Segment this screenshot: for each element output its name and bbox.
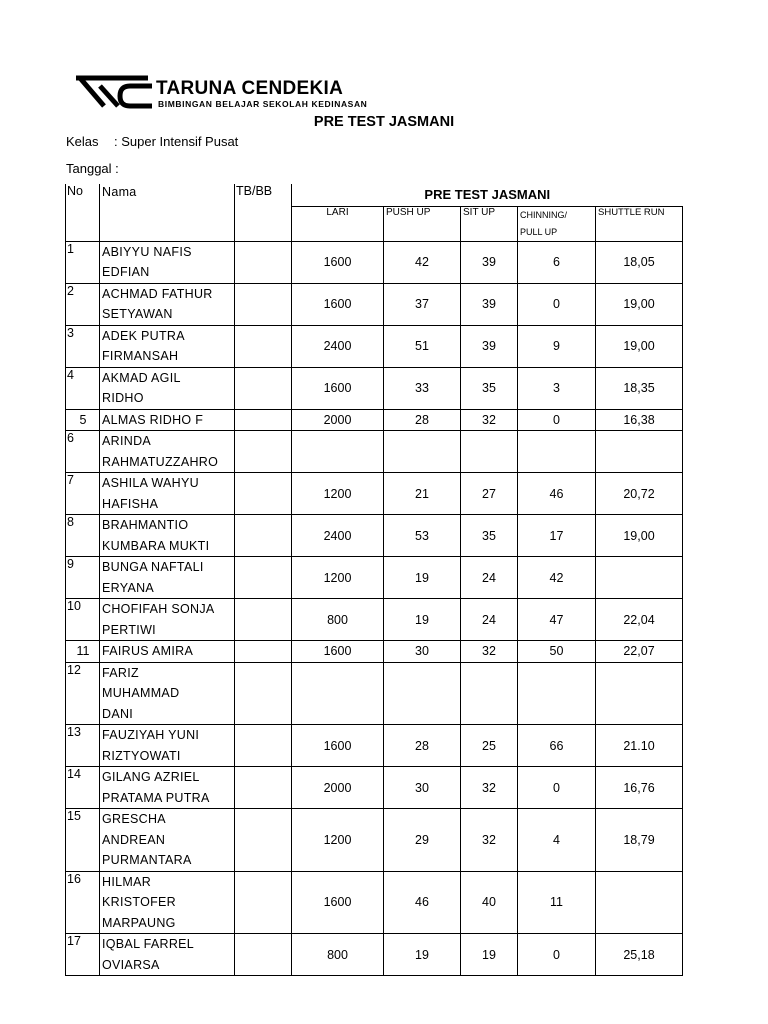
row-number: 5 <box>66 409 100 431</box>
score-lari: 2000 <box>292 409 384 431</box>
row-number: 17 <box>66 934 100 976</box>
score-chinning: 0 <box>518 409 596 431</box>
table-row <box>66 641 683 663</box>
row-number: 6 <box>66 431 100 473</box>
tbbb-cell <box>235 431 292 473</box>
kelas-label: Kelas <box>66 134 99 149</box>
table-row <box>66 809 683 872</box>
table-row <box>66 557 683 599</box>
table-row <box>66 431 683 473</box>
score-sit-up: 27 <box>461 473 518 515</box>
score-shuttle: 16,38 <box>596 409 683 431</box>
score-push-up: 51 <box>384 325 461 367</box>
score-sit-up <box>461 662 518 725</box>
score-lari: 1600 <box>292 871 384 934</box>
table-row <box>66 871 683 934</box>
tbbb-cell <box>235 557 292 599</box>
brand-tagline: BIMBINGAN BELAJAR SEKOLAH KEDINASAN <box>158 99 368 109</box>
score-lari: 800 <box>292 934 384 976</box>
score-shuttle: 19,00 <box>596 515 683 557</box>
score-push-up: 21 <box>384 473 461 515</box>
table-row <box>66 283 683 325</box>
pretest-table <box>65 184 683 976</box>
table-row <box>66 599 683 641</box>
score-push-up: 30 <box>384 641 461 663</box>
header-sit-up: SIT UP <box>461 206 518 241</box>
student-name <box>100 557 235 599</box>
score-lari: 2400 <box>292 515 384 557</box>
table-row <box>66 934 683 976</box>
score-sit-up: 39 <box>461 325 518 367</box>
header-shuttle-run: SHUTTLE RUN <box>596 206 683 241</box>
row-number: 12 <box>66 662 100 725</box>
score-chinning: 9 <box>518 325 596 367</box>
student-name-line: KRISTOFER <box>102 895 177 909</box>
student-name <box>100 662 235 725</box>
brand-name: TARUNA CENDEKIA <box>156 78 344 99</box>
score-push-up: 46 <box>384 871 461 934</box>
student-name-line: AKMAD AGIL <box>102 370 181 385</box>
score-sit-up: 35 <box>461 515 518 557</box>
student-name-line: HILMAR <box>102 874 152 889</box>
student-name <box>100 599 235 641</box>
table-row <box>66 725 683 767</box>
score-shuttle: 18,79 <box>596 809 683 872</box>
score-chinning: 46 <box>518 473 596 515</box>
score-chinning: 0 <box>518 934 596 976</box>
score-shuttle: 21.10 <box>596 725 683 767</box>
student-name-line: ALMAS RIDHO F <box>102 412 204 427</box>
student-name-line: MARPAUNG <box>102 915 176 930</box>
header-row <box>66 184 683 206</box>
student-name-line: ACHMAD FATHUR <box>102 286 213 301</box>
score-chinning: 50 <box>518 641 596 663</box>
score-push-up: 19 <box>384 599 461 641</box>
row-number: 13 <box>66 725 100 767</box>
score-push-up: 37 <box>384 283 461 325</box>
score-push-up: 30 <box>384 767 461 809</box>
tbbb-cell <box>235 241 292 283</box>
student-name-line: PURMANTARA <box>102 853 192 867</box>
tbbb-cell <box>235 409 292 431</box>
student-name-line: FAIRUS AMIRA <box>102 644 194 658</box>
score-sit-up: 32 <box>461 767 518 809</box>
tbbb-cell <box>235 809 292 872</box>
student-name-line: PRATAMA PUTRA <box>102 790 210 805</box>
kelas-line <box>66 134 238 149</box>
student-name-line: RIDHO <box>102 391 144 405</box>
row-number: 7 <box>66 473 100 515</box>
score-push-up: 53 <box>384 515 461 557</box>
tbbb-cell <box>235 283 292 325</box>
student-name-line: ARINDA <box>102 434 152 448</box>
table-row <box>66 409 683 431</box>
score-lari <box>292 431 384 473</box>
score-chinning: 0 <box>518 767 596 809</box>
score-sit-up: 24 <box>461 557 518 599</box>
student-name <box>100 871 235 934</box>
student-name-line: ERYANA <box>102 580 155 595</box>
score-push-up <box>384 662 461 725</box>
student-name-line: BRAHMANTIO <box>102 518 189 532</box>
score-shuttle: 16,76 <box>596 767 683 809</box>
student-name <box>100 283 235 325</box>
score-sit-up: 32 <box>461 409 518 431</box>
tanggal-label: Tanggal : <box>66 161 119 176</box>
student-name <box>100 241 235 283</box>
row-number: 4 <box>66 367 100 409</box>
score-chinning: 11 <box>518 871 596 934</box>
score-shuttle: 22,07 <box>596 641 683 663</box>
score-sit-up: 39 <box>461 283 518 325</box>
table-row <box>66 367 683 409</box>
tbbb-cell <box>235 725 292 767</box>
student-name-line: RAHMATUZZAHRO <box>102 454 219 469</box>
student-name-line: IQBAL FARREL <box>102 937 195 951</box>
student-name-line: GILANG AZRIEL <box>102 770 200 784</box>
score-chinning: 17 <box>518 515 596 557</box>
score-lari: 1600 <box>292 641 384 663</box>
score-push-up: 42 <box>384 241 461 283</box>
student-name <box>100 934 235 976</box>
score-lari: 2400 <box>292 325 384 367</box>
table-row <box>66 515 683 557</box>
row-number: 1 <box>66 241 100 283</box>
score-push-up: 33 <box>384 367 461 409</box>
student-name <box>100 473 235 515</box>
score-chinning: 66 <box>518 725 596 767</box>
table-row <box>66 662 683 725</box>
tbbb-cell <box>235 599 292 641</box>
student-name <box>100 641 235 663</box>
score-lari: 1600 <box>292 725 384 767</box>
score-chinning: 3 <box>518 367 596 409</box>
score-sit-up: 35 <box>461 367 518 409</box>
student-name <box>100 809 235 872</box>
score-shuttle: 19,00 <box>596 283 683 325</box>
header-group: PRE TEST JASMANI <box>292 184 683 206</box>
score-lari: 1600 <box>292 283 384 325</box>
score-push-up: 19 <box>384 557 461 599</box>
score-chinning: 42 <box>518 557 596 599</box>
tbbb-cell <box>235 367 292 409</box>
student-name-line: KUMBARA MUKTI <box>102 538 210 553</box>
score-sit-up: 24 <box>461 599 518 641</box>
row-number: 15 <box>66 809 100 872</box>
header-push-up: PUSH UP <box>384 206 461 241</box>
score-chinning <box>518 662 596 725</box>
score-lari: 1600 <box>292 367 384 409</box>
student-name-line: ADEK PUTRA <box>102 328 185 343</box>
student-name-line: DANI <box>102 706 134 721</box>
score-chinning: 47 <box>518 599 596 641</box>
row-number: 9 <box>66 557 100 599</box>
table-row <box>66 241 683 283</box>
score-chinning: 0 <box>518 283 596 325</box>
header-no: No <box>66 184 100 241</box>
score-shuttle: 18,05 <box>596 241 683 283</box>
tbbb-cell <box>235 871 292 934</box>
header-chinning-line1: CHINNING/ <box>520 209 567 220</box>
score-lari: 1600 <box>292 241 384 283</box>
row-number: 16 <box>66 871 100 934</box>
score-sit-up: 32 <box>461 641 518 663</box>
student-name <box>100 725 235 767</box>
student-name-line: PERTIWI <box>102 622 156 637</box>
table-row <box>66 767 683 809</box>
taruna-cendekia-logo-icon <box>74 74 154 110</box>
student-name-line: CHOFIFAH SONJA <box>102 602 215 616</box>
score-sit-up: 40 <box>461 871 518 934</box>
score-sit-up: 25 <box>461 725 518 767</box>
score-sit-up: 32 <box>461 809 518 872</box>
score-lari: 1200 <box>292 809 384 872</box>
student-name-line: RIZTYOWATI <box>102 748 181 763</box>
header-nama: Nama <box>100 184 235 241</box>
student-name <box>100 409 235 431</box>
score-chinning <box>518 431 596 473</box>
row-number: 10 <box>66 599 100 641</box>
student-name-line: EDFIAN <box>102 265 150 279</box>
tbbb-cell <box>235 662 292 725</box>
score-push-up <box>384 431 461 473</box>
score-sit-up: 39 <box>461 241 518 283</box>
score-sit-up: 19 <box>461 934 518 976</box>
score-lari: 1200 <box>292 557 384 599</box>
score-shuttle <box>596 662 683 725</box>
student-name <box>100 767 235 809</box>
header-lari: LARI <box>292 206 384 241</box>
header-tbbb: TB/BB <box>235 184 292 241</box>
row-number: 11 <box>66 641 100 663</box>
student-name-line: FAUZIYAH YUNI <box>102 728 200 742</box>
score-lari: 1200 <box>292 473 384 515</box>
student-name-line: OVIARSA <box>102 957 160 972</box>
score-push-up: 29 <box>384 809 461 872</box>
tbbb-cell <box>235 641 292 663</box>
student-name <box>100 325 235 367</box>
row-number: 8 <box>66 515 100 557</box>
score-push-up: 28 <box>384 409 461 431</box>
score-shuttle <box>596 871 683 934</box>
row-number: 14 <box>66 767 100 809</box>
student-name-line: ANDREAN <box>102 832 166 847</box>
score-chinning: 6 <box>518 241 596 283</box>
score-shuttle <box>596 431 683 473</box>
header-chinning <box>518 206 596 241</box>
score-sit-up <box>461 431 518 473</box>
table-row <box>66 325 683 367</box>
page-title: PRE TEST JASMANI <box>313 114 455 130</box>
score-lari: 800 <box>292 599 384 641</box>
score-shuttle <box>596 557 683 599</box>
score-shuttle: 19,00 <box>596 325 683 367</box>
student-name <box>100 431 235 473</box>
tbbb-cell <box>235 325 292 367</box>
student-name <box>100 367 235 409</box>
student-name-line: ASHILA WAHYU <box>102 476 199 490</box>
row-number: 2 <box>66 283 100 325</box>
student-name-line: HAFISHA <box>102 496 159 511</box>
student-name-line: BUNGA NAFTALI <box>102 560 204 574</box>
student-name-line: SETYAWAN <box>102 307 173 321</box>
score-shuttle: 22,04 <box>596 599 683 641</box>
student-name-line: FIRMANSAH <box>102 349 179 363</box>
score-shuttle: 18,35 <box>596 367 683 409</box>
score-chinning: 4 <box>518 809 596 872</box>
tbbb-cell <box>235 515 292 557</box>
table-body <box>66 241 683 976</box>
score-push-up: 19 <box>384 934 461 976</box>
brand-logo <box>74 74 374 114</box>
student-name-line: GRESCHA <box>102 812 166 826</box>
student-name-line: FARIZ <box>102 665 139 680</box>
kelas-value: : Super Intensif Pusat <box>114 134 239 149</box>
score-shuttle: 25,18 <box>596 934 683 976</box>
table-row <box>66 473 683 515</box>
score-shuttle: 20,72 <box>596 473 683 515</box>
score-lari <box>292 662 384 725</box>
student-name-line: ABIYYU NAFIS <box>102 244 192 259</box>
tbbb-cell <box>235 934 292 976</box>
header-chinning-line2: PULL UP <box>520 226 558 237</box>
row-number: 3 <box>66 325 100 367</box>
student-name <box>100 515 235 557</box>
tbbb-cell <box>235 767 292 809</box>
student-name-line: MUHAMMAD <box>102 686 180 700</box>
score-lari: 2000 <box>292 767 384 809</box>
score-push-up: 28 <box>384 725 461 767</box>
tbbb-cell <box>235 473 292 515</box>
